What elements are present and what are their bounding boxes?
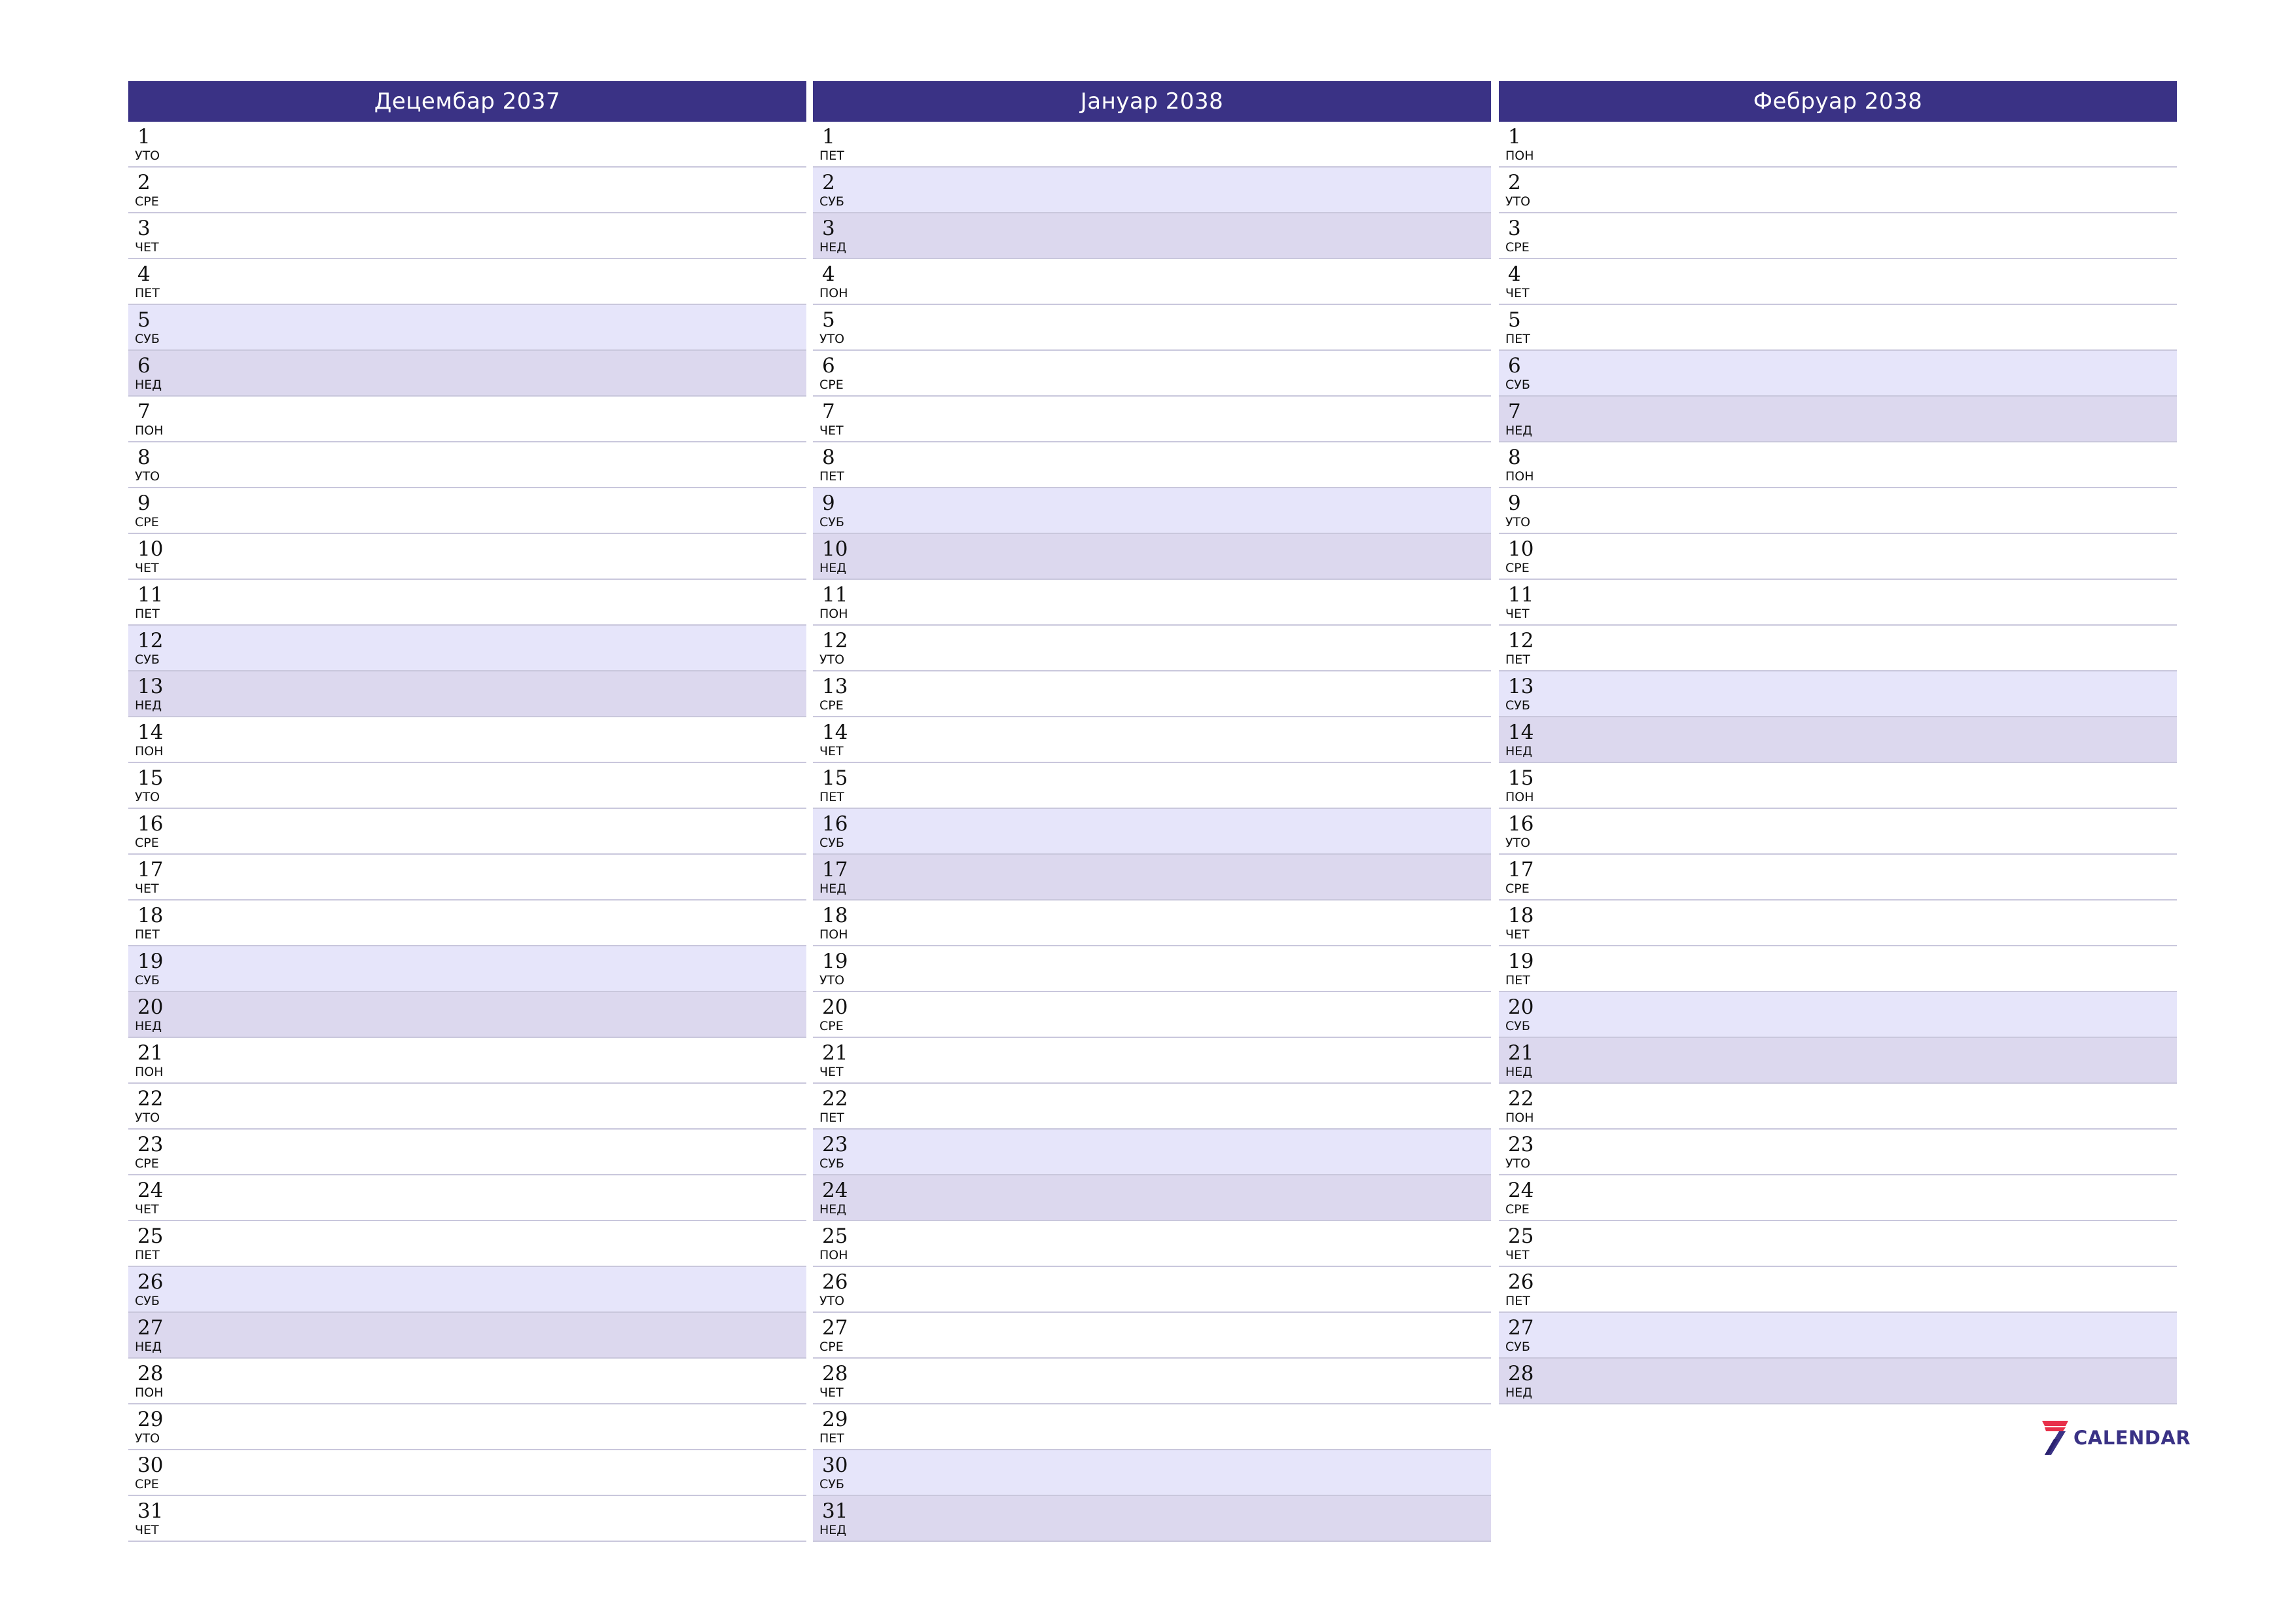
day-number: 25 (137, 1224, 164, 1248)
day-weekday: УТО (819, 973, 845, 988)
day-weekday: ПОН (1505, 790, 1534, 804)
day-weekday: УТО (135, 1431, 160, 1446)
day-weekday: ПЕТ (135, 286, 160, 300)
day-row (1499, 351, 2177, 397)
day-row (813, 580, 1491, 626)
day-number: 9 (1508, 491, 1521, 515)
day-number: 7 (137, 400, 151, 423)
day-weekday: УТО (819, 1294, 845, 1308)
day-number: 24 (1508, 1179, 1534, 1202)
day-row (813, 992, 1491, 1038)
day-weekday: ПОН (135, 744, 164, 758)
day-weekday: ПОН (819, 927, 848, 942)
day-number: 21 (137, 1041, 164, 1065)
day-number: 17 (822, 858, 848, 882)
day-row (813, 488, 1491, 534)
day-weekday: СРЕ (1505, 561, 1530, 575)
day-weekday: ПОН (135, 1385, 164, 1400)
day-row (813, 626, 1491, 671)
day-row (813, 901, 1491, 946)
day-weekday: НЕД (819, 561, 847, 575)
day-row (128, 809, 806, 855)
day-row (128, 168, 806, 213)
day-row (813, 1267, 1491, 1313)
day-number: 1 (1508, 125, 1521, 149)
day-weekday: УТО (819, 652, 845, 667)
day-number: 16 (822, 812, 848, 836)
day-weekday: ПОН (1505, 149, 1534, 163)
day-weekday: СУБ (819, 515, 844, 529)
day-row (813, 1175, 1491, 1221)
day-number: 6 (822, 354, 835, 378)
day-number: 23 (1508, 1133, 1534, 1156)
day-weekday: СРЕ (135, 515, 159, 529)
day-weekday: СРЕ (1505, 240, 1530, 255)
day-number: 10 (1508, 537, 1534, 561)
day-number: 11 (822, 583, 848, 607)
day-weekday: ЧЕТ (819, 744, 844, 758)
day-number: 26 (137, 1270, 164, 1294)
day-number: 4 (137, 262, 151, 286)
day-row (813, 855, 1491, 901)
day-row (128, 488, 806, 534)
day-row (1499, 1221, 2177, 1267)
day-number: 21 (1508, 1041, 1534, 1065)
day-number: 20 (1508, 995, 1534, 1019)
day-weekday: СУБ (1505, 378, 1530, 392)
day-number: 24 (822, 1179, 848, 1202)
day-list (1499, 122, 2177, 1404)
day-weekday: ЧЕТ (819, 1385, 844, 1400)
seven-logo-icon (2039, 1419, 2070, 1456)
day-weekday: ЧЕТ (1505, 1248, 1530, 1262)
day-row (813, 1313, 1491, 1359)
day-row (128, 351, 806, 397)
day-weekday: ПЕТ (135, 607, 160, 621)
day-number: 9 (137, 491, 151, 515)
day-weekday: НЕД (1505, 1065, 1533, 1079)
day-weekday: СРЕ (819, 378, 844, 392)
day-number: 27 (137, 1316, 164, 1340)
day-row (1499, 168, 2177, 213)
day-row (128, 763, 806, 809)
day-number: 8 (137, 446, 151, 469)
day-number: 8 (822, 446, 835, 469)
day-row (1499, 1038, 2177, 1084)
day-number: 15 (822, 766, 848, 790)
day-number: 6 (1508, 354, 1521, 378)
day-row (1499, 122, 2177, 168)
day-weekday: НЕД (819, 1523, 847, 1537)
day-weekday: ЧЕТ (819, 1065, 844, 1079)
day-weekday: УТО (1505, 515, 1531, 529)
day-number: 7 (822, 400, 835, 423)
day-number: 22 (1508, 1087, 1534, 1111)
day-weekday: УТО (135, 790, 160, 804)
day-number: 8 (1508, 446, 1521, 469)
day-weekday: СУБ (1505, 1019, 1530, 1033)
day-number: 22 (137, 1087, 164, 1111)
day-weekday: СУБ (135, 1294, 160, 1308)
day-row (1499, 259, 2177, 305)
day-row (128, 1221, 806, 1267)
day-row (1499, 305, 2177, 351)
day-row (1499, 1175, 2177, 1221)
day-number: 22 (822, 1087, 848, 1111)
day-row (128, 1450, 806, 1496)
day-weekday: ПОН (1505, 469, 1534, 484)
day-row (1499, 1084, 2177, 1130)
day-weekday: ПЕТ (1505, 1294, 1530, 1308)
day-row (813, 717, 1491, 763)
day-number: 10 (822, 537, 848, 561)
day-row (128, 992, 806, 1038)
day-row (1499, 213, 2177, 259)
day-number: 13 (822, 675, 848, 698)
day-list (128, 122, 806, 1542)
day-row (128, 671, 806, 717)
day-number: 26 (822, 1270, 848, 1294)
day-weekday: ПОН (135, 1065, 164, 1079)
day-row (128, 534, 806, 580)
day-number: 24 (137, 1179, 164, 1202)
logo-text: CALENDAR (2073, 1427, 2191, 1449)
day-row (813, 122, 1491, 168)
day-row (813, 946, 1491, 992)
day-number: 28 (822, 1362, 848, 1385)
day-row (813, 1450, 1491, 1496)
day-row (128, 855, 806, 901)
day-number: 18 (822, 904, 848, 927)
month-title: Фебруар 2038 (1499, 81, 2177, 122)
day-weekday: ЧЕТ (1505, 286, 1530, 300)
day-row (813, 168, 1491, 213)
day-number: 4 (1508, 262, 1521, 286)
day-row (128, 717, 806, 763)
day-row (128, 580, 806, 626)
day-weekday: УТО (1505, 194, 1531, 209)
day-number: 10 (137, 537, 164, 561)
day-weekday: ПОН (819, 286, 848, 300)
day-number: 5 (1508, 308, 1521, 332)
day-number: 29 (137, 1408, 164, 1431)
day-row (813, 1496, 1491, 1542)
day-weekday: НЕД (819, 1202, 847, 1217)
day-row (1499, 397, 2177, 442)
day-number: 26 (1508, 1270, 1534, 1294)
day-weekday: НЕД (819, 240, 847, 255)
day-weekday: ПОН (135, 423, 164, 438)
day-weekday: ПЕТ (1505, 973, 1530, 988)
calendar-logo (2039, 1419, 2191, 1457)
day-row (813, 305, 1491, 351)
day-number: 18 (137, 904, 164, 927)
day-row (128, 626, 806, 671)
day-number: 2 (822, 171, 835, 194)
day-row (1499, 1359, 2177, 1404)
day-row (128, 1313, 806, 1359)
day-number: 7 (1508, 400, 1521, 423)
day-weekday: СУБ (819, 1156, 844, 1171)
day-weekday: ПЕТ (819, 469, 844, 484)
month-title: Децембар 2037 (128, 81, 806, 122)
day-number: 11 (137, 583, 164, 607)
day-number: 13 (137, 675, 164, 698)
day-row (1499, 580, 2177, 626)
day-number: 15 (1508, 766, 1534, 790)
day-number: 25 (822, 1224, 848, 1248)
day-weekday: СРЕ (135, 1477, 159, 1491)
day-list (813, 122, 1491, 1542)
day-row (813, 809, 1491, 855)
day-number: 12 (1508, 629, 1534, 652)
day-row (1499, 626, 2177, 671)
day-row (128, 1359, 806, 1404)
day-weekday: НЕД (135, 1019, 162, 1033)
day-weekday: ПЕТ (819, 1431, 844, 1446)
day-number: 29 (822, 1408, 848, 1431)
day-row (128, 946, 806, 992)
day-number: 17 (137, 858, 164, 882)
day-number: 4 (822, 262, 835, 286)
day-row (813, 259, 1491, 305)
day-weekday: СУБ (819, 836, 844, 850)
day-number: 28 (1508, 1362, 1534, 1385)
day-row (813, 351, 1491, 397)
day-number: 20 (137, 995, 164, 1019)
day-row (813, 1038, 1491, 1084)
day-row (813, 213, 1491, 259)
day-weekday: СРЕ (1505, 1202, 1530, 1217)
day-row (1499, 763, 2177, 809)
day-weekday: СРЕ (819, 1340, 844, 1354)
day-number: 27 (1508, 1316, 1534, 1340)
day-weekday: ПЕТ (819, 149, 844, 163)
day-number: 1 (822, 125, 835, 149)
day-row (1499, 855, 2177, 901)
day-weekday: УТО (135, 1111, 160, 1125)
day-weekday: УТО (819, 332, 845, 346)
day-number: 12 (822, 629, 848, 652)
day-number: 19 (1508, 950, 1534, 973)
day-row (1499, 442, 2177, 488)
day-weekday: ПЕТ (1505, 332, 1530, 346)
day-weekday: ПЕТ (819, 790, 844, 804)
day-row (813, 442, 1491, 488)
day-number: 6 (137, 354, 151, 378)
day-row (1499, 717, 2177, 763)
day-weekday: СРЕ (135, 1156, 159, 1171)
day-weekday: НЕД (1505, 744, 1533, 758)
day-row (813, 1084, 1491, 1130)
day-weekday: ЧЕТ (135, 240, 159, 255)
day-weekday: СРЕ (135, 194, 159, 209)
day-row (813, 1221, 1491, 1267)
day-row (1499, 901, 2177, 946)
day-row (813, 397, 1491, 442)
day-weekday: СРЕ (135, 836, 159, 850)
day-row (813, 1130, 1491, 1175)
day-weekday: УТО (135, 469, 160, 484)
day-number: 27 (822, 1316, 848, 1340)
day-row (128, 1404, 806, 1450)
day-row (128, 1175, 806, 1221)
day-weekday: ПОН (819, 607, 848, 621)
month-title: Јануар 2038 (813, 81, 1491, 122)
day-row (1499, 809, 2177, 855)
day-weekday: СУБ (1505, 698, 1530, 713)
day-row (813, 763, 1491, 809)
day-weekday: СУБ (135, 332, 160, 346)
day-row (813, 1404, 1491, 1450)
day-weekday: ЧЕТ (135, 882, 159, 896)
day-number: 15 (137, 766, 164, 790)
day-number: 11 (1508, 583, 1534, 607)
day-row (128, 442, 806, 488)
day-number: 3 (137, 217, 151, 240)
day-row (1499, 534, 2177, 580)
day-row (1499, 1130, 2177, 1175)
day-row (813, 534, 1491, 580)
day-weekday: ПОН (819, 1248, 848, 1262)
day-weekday: УТО (1505, 1156, 1531, 1171)
day-weekday: ПОН (1505, 1111, 1534, 1125)
day-row (1499, 992, 2177, 1038)
month-december-2037 (128, 81, 806, 1542)
day-weekday: СРЕ (1505, 882, 1530, 896)
day-weekday: ПЕТ (819, 1111, 844, 1125)
day-number: 14 (822, 721, 848, 744)
day-weekday: НЕД (135, 698, 162, 713)
day-row (128, 397, 806, 442)
day-weekday: СУБ (135, 973, 160, 988)
day-number: 19 (822, 950, 848, 973)
day-weekday: НЕД (1505, 423, 1533, 438)
day-row (1499, 488, 2177, 534)
day-row (1499, 1313, 2177, 1359)
day-row (128, 305, 806, 351)
day-number: 3 (1508, 217, 1521, 240)
day-weekday: ЧЕТ (135, 561, 159, 575)
day-weekday: НЕД (135, 1340, 162, 1354)
day-number: 2 (137, 171, 151, 194)
day-row (128, 259, 806, 305)
day-weekday: УТО (135, 149, 160, 163)
day-weekday: ЧЕТ (135, 1202, 159, 1217)
day-weekday: СУБ (819, 194, 844, 209)
day-row (128, 1267, 806, 1313)
day-weekday: СУБ (1505, 1340, 1530, 1354)
day-row (128, 1084, 806, 1130)
day-number: 2 (1508, 171, 1521, 194)
day-weekday: СУБ (819, 1477, 844, 1491)
day-number: 28 (137, 1362, 164, 1385)
day-number: 16 (1508, 812, 1534, 836)
day-row (1499, 946, 2177, 992)
day-weekday: НЕД (819, 882, 847, 896)
day-number: 19 (137, 950, 164, 973)
day-number: 21 (822, 1041, 848, 1065)
day-number: 14 (137, 721, 164, 744)
day-weekday: ЧЕТ (1505, 607, 1530, 621)
month-february-2038 (1499, 81, 2177, 1404)
day-row (128, 1038, 806, 1084)
day-row (128, 213, 806, 259)
day-weekday: ЧЕТ (135, 1523, 159, 1537)
day-row (813, 1359, 1491, 1404)
day-weekday: УТО (1505, 836, 1531, 850)
day-number: 13 (1508, 675, 1534, 698)
day-weekday: ЧЕТ (819, 423, 844, 438)
day-number: 5 (822, 308, 835, 332)
day-number: 16 (137, 812, 164, 836)
day-row (813, 671, 1491, 717)
day-row (128, 122, 806, 168)
day-number: 23 (822, 1133, 848, 1156)
day-weekday: НЕД (135, 378, 162, 392)
month-january-2038 (813, 81, 1491, 1542)
day-number: 23 (137, 1133, 164, 1156)
day-number: 3 (822, 217, 835, 240)
day-number: 17 (1508, 858, 1534, 882)
day-weekday: СРЕ (819, 1019, 844, 1033)
day-weekday: СРЕ (819, 698, 844, 713)
day-number: 30 (137, 1454, 164, 1477)
day-number: 12 (137, 629, 164, 652)
day-weekday: НЕД (1505, 1385, 1533, 1400)
day-number: 9 (822, 491, 835, 515)
day-weekday: ПЕТ (1505, 652, 1530, 667)
day-number: 18 (1508, 904, 1534, 927)
day-number: 31 (137, 1499, 164, 1523)
day-weekday: СУБ (135, 652, 160, 667)
day-number: 31 (822, 1499, 848, 1523)
day-number: 25 (1508, 1224, 1534, 1248)
day-number: 5 (137, 308, 151, 332)
day-row (128, 901, 806, 946)
day-row (128, 1130, 806, 1175)
day-weekday: ПЕТ (135, 927, 160, 942)
day-number: 20 (822, 995, 848, 1019)
day-row (1499, 671, 2177, 717)
day-weekday: ЧЕТ (1505, 927, 1530, 942)
day-number: 1 (137, 125, 151, 149)
day-number: 30 (822, 1454, 848, 1477)
day-row (1499, 1267, 2177, 1313)
day-number: 14 (1508, 721, 1534, 744)
day-row (128, 1496, 806, 1542)
day-weekday: ПЕТ (135, 1248, 160, 1262)
